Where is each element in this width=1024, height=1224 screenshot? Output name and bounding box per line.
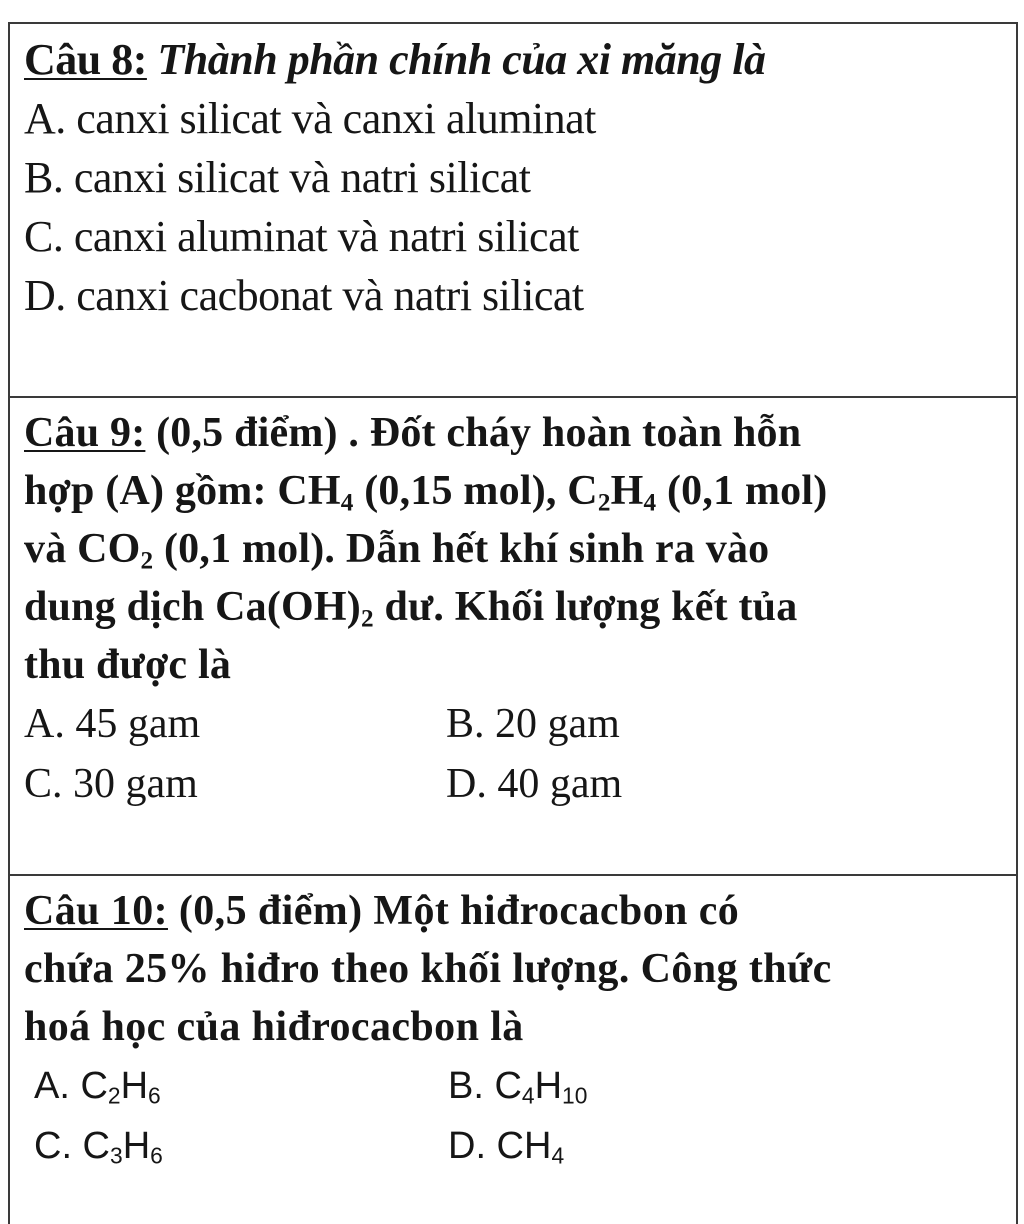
question-9-option-a: A. 45 gam <box>24 701 201 747</box>
question-9-stem-text-2c: H <box>610 468 644 514</box>
subscript: 4 <box>521 1082 535 1109</box>
question-9-stem-text-2a: hợp (A) gồm: CH <box>24 468 341 514</box>
question-8-option-b: B. canxi silicat và natri silicat <box>24 153 531 202</box>
subscript: 6 <box>148 1082 161 1109</box>
question-8-label: Câu 8: <box>24 35 147 84</box>
subscript: 2 <box>597 489 611 517</box>
formula-text: D. CH <box>448 1125 552 1167</box>
formula-text: C. C <box>34 1125 110 1167</box>
question-9-stem-text-3a: và CO <box>24 526 141 572</box>
question-9-stem-text-2d: (0,1 mol) <box>656 468 828 514</box>
question-9-cell <box>8 396 1018 874</box>
formula-text: H <box>120 1065 149 1107</box>
question-10-stem <box>24 882 1008 1056</box>
formula-text: A. C <box>34 1065 108 1107</box>
formula-text: H <box>534 1065 563 1107</box>
question-9-stem-text-2b: (0,15 mol), C <box>353 468 598 514</box>
subscript: 10 <box>562 1082 588 1109</box>
question-9-options-row-1 <box>24 694 1008 754</box>
question-8-option-d: D. canxi cacbonat và natri silicat <box>24 271 584 320</box>
formula-text: B. C <box>448 1065 522 1107</box>
question-10-label: Câu 10: <box>24 888 168 934</box>
question-9-stem <box>24 404 1008 694</box>
question-9-stem-line-5 <box>24 636 1008 694</box>
subscript: 4 <box>340 489 354 517</box>
question-8-option-c: C. canxi aluminat và natri silicat <box>24 212 579 261</box>
question-8-stem <box>24 30 1008 89</box>
question-10-option-b <box>448 1056 587 1116</box>
question-10-options-row-2 <box>24 1116 1008 1176</box>
question-9-label: Câu 9: <box>24 410 146 456</box>
question-9-stem-line-3 <box>24 520 1008 578</box>
question-9-option-b: B. 20 gam <box>446 701 620 747</box>
question-10-stem-line-3: hoá học của hiđrocacbon là <box>24 1004 524 1050</box>
question-9-stem-text-4a: dung dịch Ca(OH) <box>24 584 361 630</box>
question-9-stem-text-3b: (0,1 mol). Dẫn hết khí sinh ra vào <box>153 526 770 572</box>
question-9-options-row-2 <box>24 754 1008 814</box>
subscript: 2 <box>360 605 374 633</box>
question-10-stem-line-2: chứa 25% hiđro theo khối lượng. Công thức <box>24 946 832 992</box>
question-10-option-d <box>448 1116 564 1176</box>
subscript: 3 <box>110 1142 123 1169</box>
question-9-stem-line-2 <box>24 462 1008 520</box>
question-9-option-d: D. 40 gam <box>446 761 623 807</box>
question-9-option-c: C. 30 gam <box>24 761 198 807</box>
question-10-options-row-1 <box>24 1056 1008 1116</box>
subscript: 4 <box>643 489 657 517</box>
question-8-cell <box>8 22 1018 396</box>
question-10-cell <box>8 874 1018 1224</box>
question-9-stem-line-1 <box>24 404 1008 462</box>
question-10-option-a <box>34 1056 161 1116</box>
subscript: 2 <box>107 1082 121 1109</box>
question-8-text: Thành phần chính của xi măng là <box>146 35 766 84</box>
subscript: 2 <box>140 547 154 575</box>
question-9-stem-text-5: thu được là <box>24 642 232 688</box>
subscript: 6 <box>150 1142 163 1169</box>
question-10-option-c <box>34 1116 163 1176</box>
question-9-stem-line-4 <box>24 578 1008 636</box>
question-9-stem-text-1: (0,5 điểm) . Đốt cháy hoàn toàn hỗn <box>145 410 802 456</box>
formula-text: H <box>122 1125 151 1167</box>
subscript: 4 <box>551 1142 565 1169</box>
question-8-option-a: A. canxi silicat và canxi aluminat <box>24 94 596 143</box>
question-10-stem-text-1: (0,5 điểm) Một hiđrocacbon có <box>167 888 740 934</box>
question-9-stem-text-4b: dư. Khối lượng kết tủa <box>373 584 798 630</box>
question-10-stem-line-1 <box>24 882 1008 940</box>
